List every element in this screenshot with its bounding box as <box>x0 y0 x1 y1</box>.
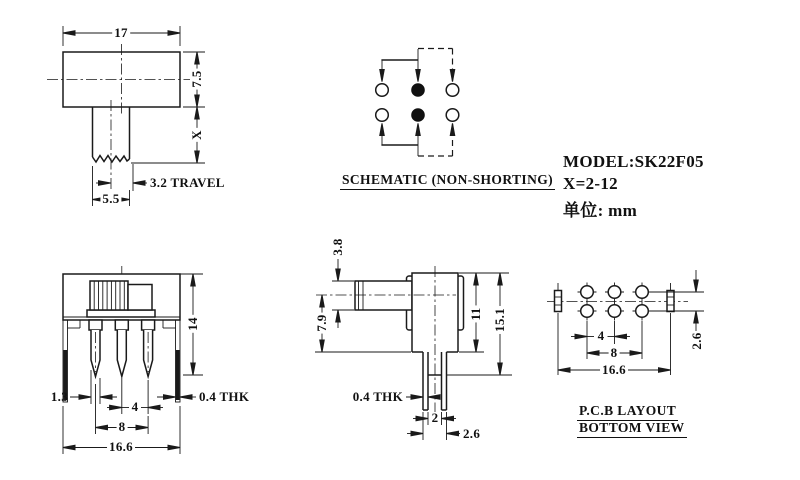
dim-side-body-height: 11 <box>468 307 483 321</box>
dim-front-pin-pitch: 4 <box>131 399 139 414</box>
dim-top-height: 7.5 <box>189 70 204 88</box>
x-range: X=2-12 <box>563 174 618 193</box>
dim-side-stem-center: 7.9 <box>314 314 329 332</box>
dim-side-thickness: 0.4 THK <box>352 389 403 404</box>
pcb-view-linework <box>547 270 704 375</box>
dim-pcb-span: 8 <box>610 345 618 360</box>
schematic-linework <box>376 49 459 157</box>
dim-side-pin-span: 2.6 <box>463 426 481 441</box>
model-number: MODEL:SK22F05 <box>563 152 704 171</box>
dim-pcb-overall: 16.6 <box>602 362 626 377</box>
schematic-caption: SCHEMATIC (NON-SHORTING) <box>340 172 555 190</box>
dim-front-pin-span: 8 <box>118 419 126 434</box>
dim-pcb-row-pitch: 2.6 <box>689 332 704 350</box>
dim-top-stem: X <box>189 130 204 140</box>
pcb-caption-line1: P.C.B LAYOUT <box>577 403 678 421</box>
dim-front-height: 14 <box>185 317 200 331</box>
pcb-caption-line2: BOTTOM VIEW <box>577 420 687 438</box>
dim-top-width: 17 <box>114 25 128 40</box>
dim-side-stem-dia: 3.8 <box>330 238 345 256</box>
front-view-linework <box>63 266 203 454</box>
side-view-linework <box>315 259 512 440</box>
dim-front-thickness: 0.4 THK <box>199 389 250 404</box>
dim-top-knob: 5.5 <box>102 191 120 206</box>
dim-side-overall-height: 15.1 <box>492 308 507 332</box>
dim-pcb-pitch: 4 <box>597 328 605 343</box>
dim-top-travel: 3.2 TRAVEL <box>150 175 225 190</box>
dim-front-pin-width: 1.3 <box>50 389 68 404</box>
unit-label: 单位: mm <box>563 201 638 220</box>
dim-side-pin-gap: 2 <box>431 410 439 425</box>
dim-front-overall: 16.6 <box>109 439 133 454</box>
